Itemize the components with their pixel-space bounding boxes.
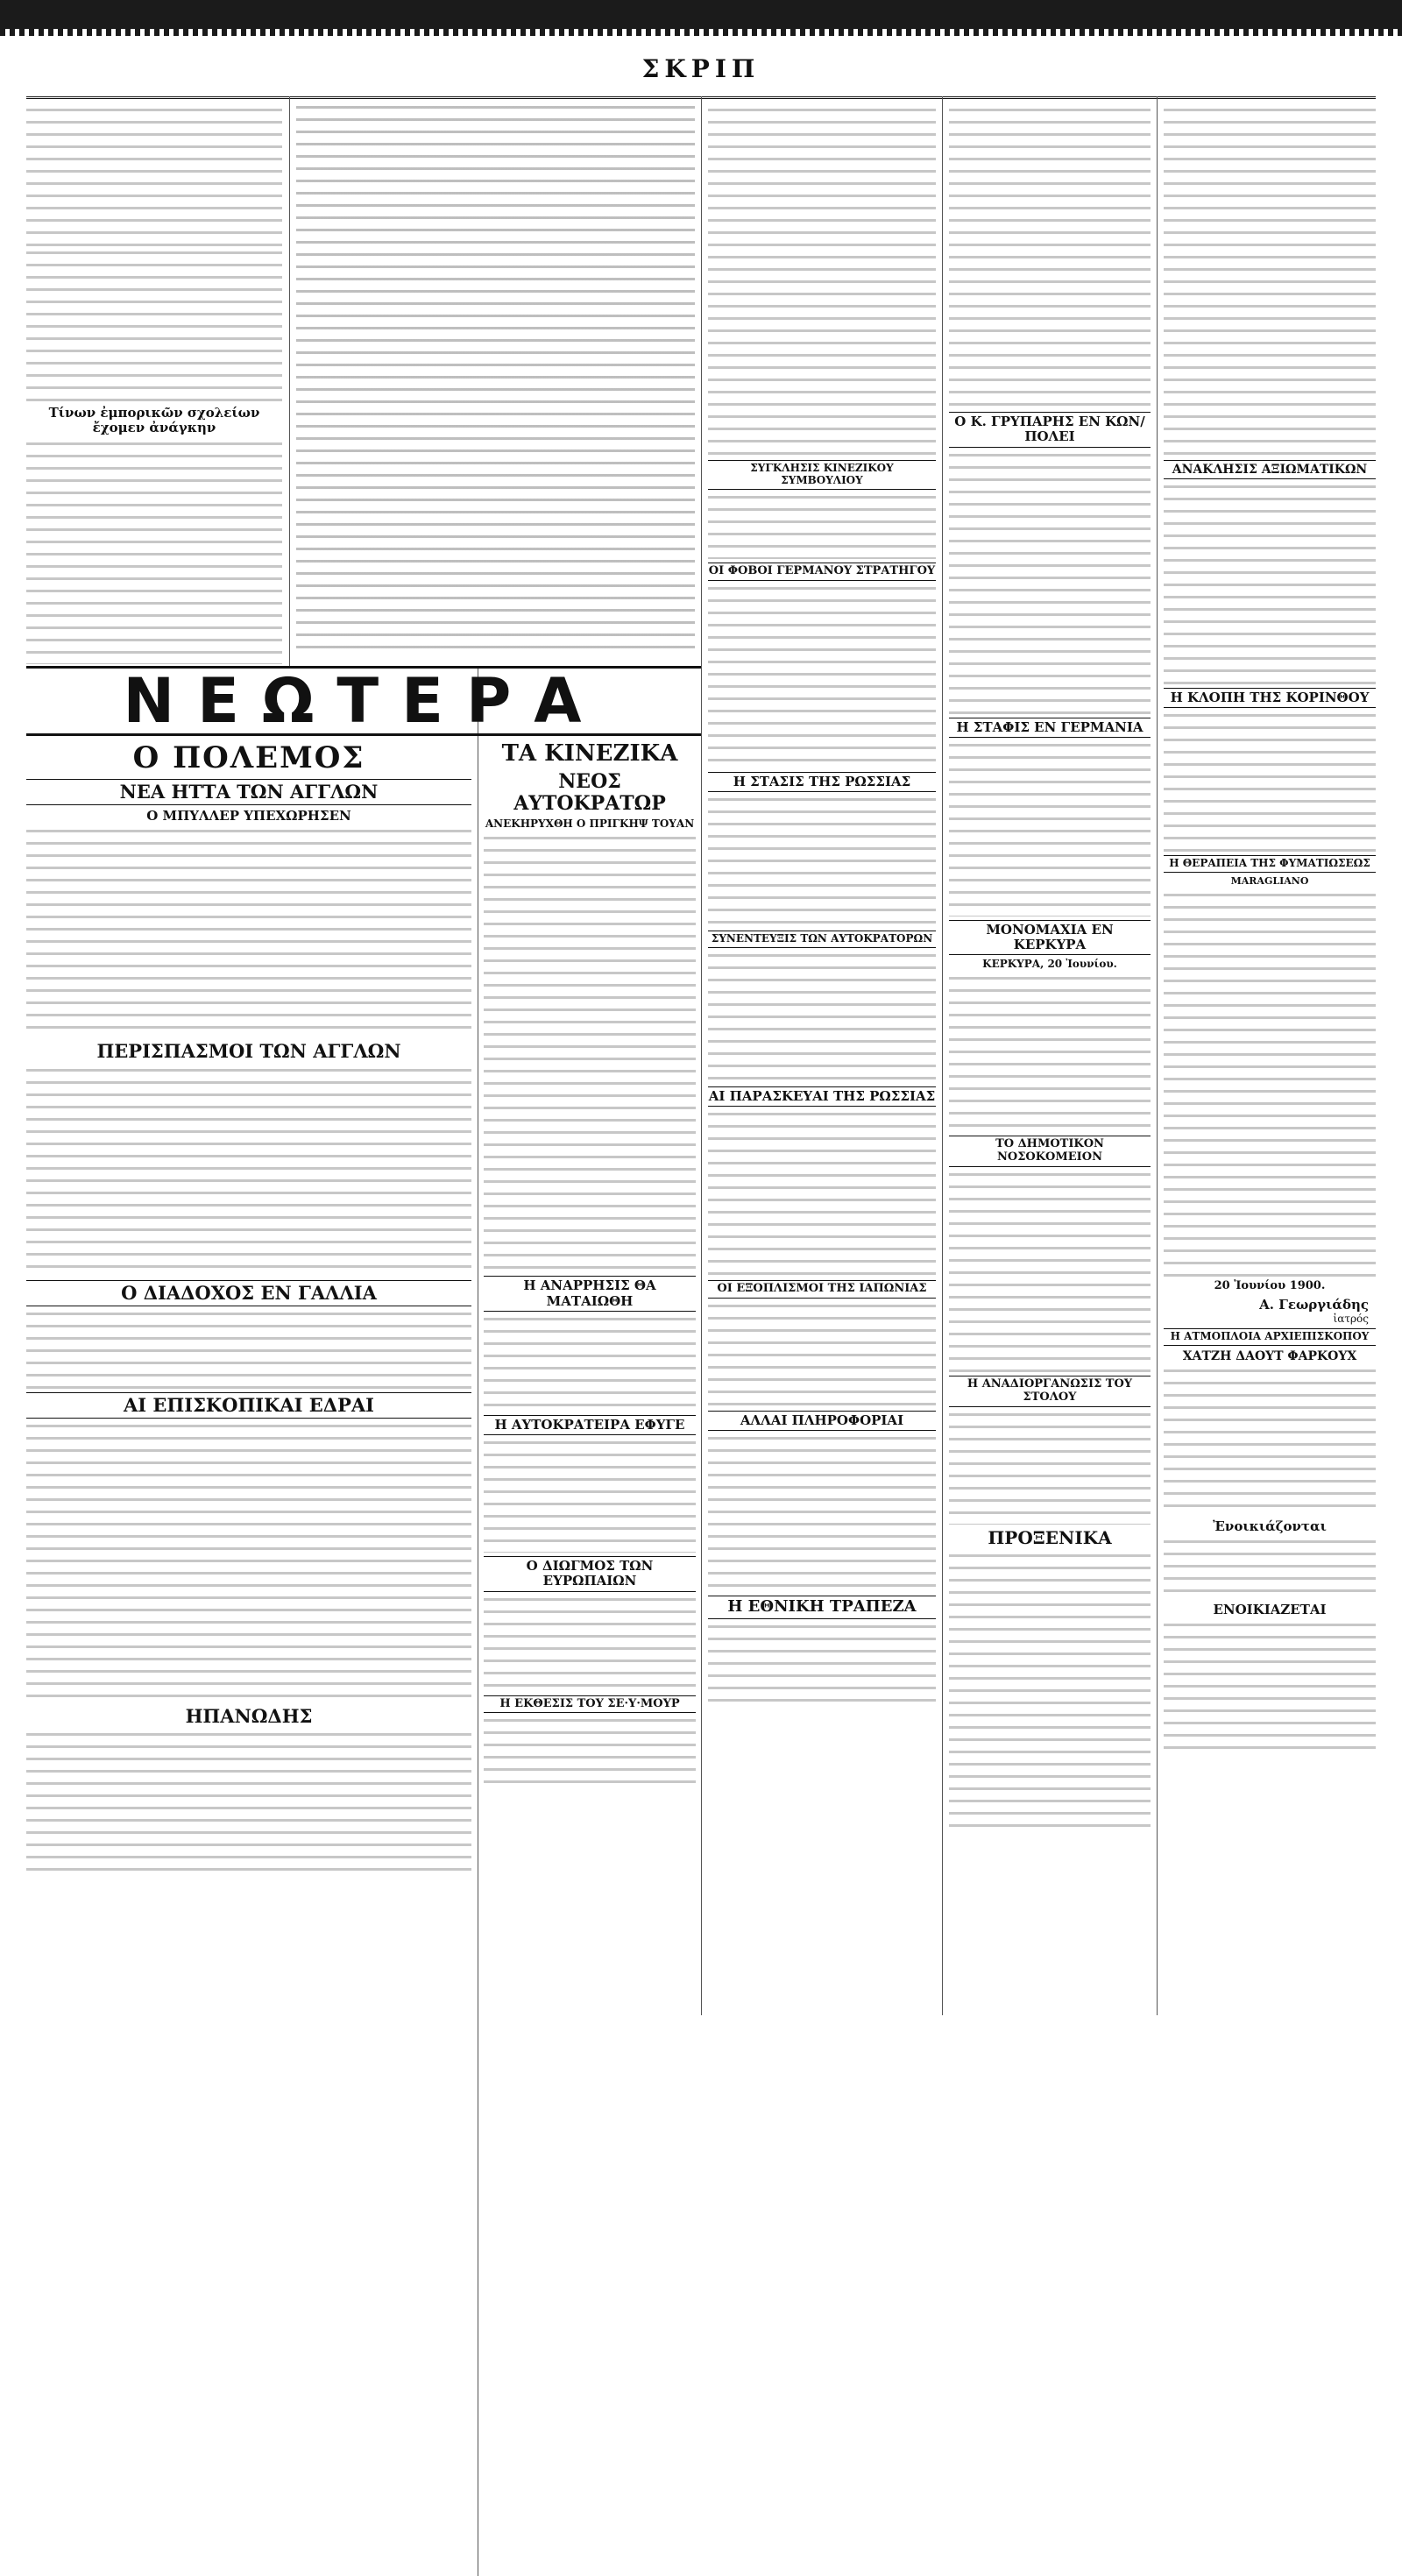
text-block	[1164, 1367, 1376, 1516]
headline: Η ΣΤΑΦΙΣ ΕΝ ΓΕΡΜΑΝΙΑ	[949, 718, 1151, 738]
column-divider	[289, 96, 290, 666]
headline: ΑΙ ΠΑΡΑΣΚΕΥΑΙ ΤΗΣ ΡΩΣΣΙΑΣ	[708, 1086, 936, 1107]
headline: ΜΟΝΟΜΑΧΙΑ ΕΝ ΚΕΡΚΥΡΑ	[949, 920, 1151, 956]
text-block	[1164, 1538, 1376, 1599]
headline: ΗΠΑΝΩΔΗΣ	[185, 1704, 313, 1727]
text-block	[708, 1434, 936, 1592]
headline: ΟΙ ΕΞΟΠΛΙΣΜΟΙ ΤΗΣ ΙΑΠΩΝΙΑΣ	[708, 1280, 936, 1299]
section-heading: Τίνων ἐμπορικῶν σχολείων ἔχομεν ἀνάγκην	[48, 405, 260, 436]
headline: ΠΡΟΞΕΝΙΚΑ	[988, 1526, 1112, 1548]
text-block	[949, 1171, 1151, 1372]
text-block	[708, 1623, 936, 1710]
text-block	[708, 1302, 936, 1407]
text-block	[26, 1422, 471, 1702]
text-block	[1164, 1621, 1376, 1752]
headline: Η ΕΚΘΕΣΙΣ ΤΟΥ ΣΕ·Υ·ΜΟΥΡ	[484, 1695, 696, 1714]
text-block	[296, 103, 695, 655]
headline: ΑΙ ΕΠΙΣΚΟΠΙΚΑΙ ΕΔΡΑΙ	[26, 1392, 471, 1419]
headline: Η ΑΥΤΟΚΡΑΤΕΙΡΑ ΕΦΥΓΕ	[484, 1415, 696, 1435]
news-column	[26, 738, 471, 2017]
section-banner: ΝΕΩΤΕΡΑ	[26, 666, 701, 736]
letter-date: 20 Ἰουνίου 1900.	[1214, 1278, 1326, 1292]
dateline: ΚΕΡΚΥΡΑ, 20 Ἰουνίου.	[982, 958, 1117, 971]
news-column	[708, 103, 936, 2018]
headline: ΧΑΤΖΗ ΔΑΟΥΤ ΦΑΡΚΟΥΧ	[1182, 1348, 1357, 1363]
headline: ΣΥΓΚΛΗΣΙΣ ΚΙΝΕΖΙΚΟΥ ΣΥΜΒΟΥΛΙΟΥ	[708, 460, 936, 490]
column-divider	[1157, 96, 1158, 2015]
headline: ΤΑ ΚΙΝΕΖΙΚΑ	[501, 740, 678, 767]
headline: ΟΙ ΦΟΒΟΙ ΓΕΡΜΑΝΟΥ ΣΤΡΑΤΗΓΟΥ	[708, 563, 936, 581]
text-block	[484, 834, 696, 1272]
text-block	[708, 584, 936, 768]
headline: Η ΘΕΡΑΠΕΙΑ ΤΗΣ ΦΥΜΑΤΙΩΣΕΩΣ	[1164, 855, 1376, 873]
headline: ΝΕΑ ΗΤΤΑ ΤΩΝ ΑΓΓΛΩΝ	[26, 779, 471, 805]
headline: ΠΕΡΙΣΠΑΣΜΟΙ ΤΩΝ ΑΓΓΛΩΝ	[96, 1040, 401, 1063]
text-block	[1164, 483, 1376, 684]
subheadline: ΑΝΕΚΗΡΥΧΘΗ Ο ΠΡΙΓΚΗΨ ΤΟΥΑΝ	[485, 817, 695, 831]
text-block	[26, 1066, 471, 1277]
column-divider	[701, 96, 702, 2015]
text-block	[26, 1310, 471, 1389]
text-block	[708, 1110, 936, 1277]
news-column	[949, 103, 1151, 2018]
torn-edge	[0, 29, 1402, 36]
headline: Η ΑΤΜΟΠΛΟΙΑ ΑΡΧΙΕΠΙΣΚΟΠΟΥ	[1164, 1328, 1376, 1346]
text-block	[26, 249, 282, 402]
headline: ΤΟ ΔΗΜΟΤΙΚΟΝ ΝΟΣΟΚΟΜΕΙΟΝ	[949, 1136, 1151, 1167]
text-block	[26, 440, 282, 665]
text-block	[708, 796, 936, 927]
text-block	[484, 1439, 696, 1553]
text-block	[708, 952, 936, 1083]
top-border-strip	[0, 0, 1402, 35]
headline: ΑΛΛΑΙ ΠΛΗΡΟΦΟΡΙΑΙ	[708, 1411, 936, 1431]
headline: Η ΕΘΝΙΚΗ ΤΡΑΠΕΖΑ	[708, 1596, 936, 1619]
text-block	[949, 106, 1151, 408]
headline: Ο ΔΙΩΓΜΟΣ ΤΩΝ ΕΥΡΩΠΑΙΩΝ	[484, 1556, 696, 1592]
text-block	[1164, 106, 1376, 456]
article-column	[26, 103, 282, 664]
column-divider	[942, 96, 943, 2015]
text-block	[708, 106, 936, 456]
text-block	[1164, 711, 1376, 852]
headline: Η ΑΝΑΔΙΟΡΓΑΝΩΣΙΣ ΤΟΥ ΣΤΟΛΟΥ	[949, 1376, 1151, 1407]
headline: Ο ΠΟΛΕΜΟΣ	[132, 740, 365, 775]
headline: Ο ΔΙΑΔΟΧΟΣ ΕΝ ΓΑΛΛΙΑ	[26, 1280, 471, 1306]
headline: Η ΑΝΑΡΡΗΣΙΣ ΘΑ ΜΑΤΑΙΩΘΗ	[484, 1276, 696, 1312]
text-block	[949, 974, 1151, 1132]
text-block	[708, 493, 936, 559]
text-block	[484, 1596, 696, 1692]
text-block	[26, 1730, 471, 1879]
text-block	[949, 741, 1151, 916]
subheadline: Ο ΜΠΥΛΛΕΡ ΥΠΕΧΩΡΗΣΕΝ	[146, 808, 351, 824]
headline: Ο Κ. ΓΡΥΠΑΡΗΣ ΕΝ ΚΩΝ/ΠΟΛΕΙ	[949, 412, 1151, 448]
text-block	[484, 1315, 696, 1412]
text-block	[26, 827, 471, 1037]
text-block	[1164, 891, 1376, 1277]
signature-title: ἰατρός	[1333, 1312, 1369, 1325]
headline: Η ΚΛΟΠΗ ΤΗΣ ΚΟΡΙΝΘΟΥ	[1164, 688, 1376, 708]
text-block	[484, 1716, 696, 1787]
text-block	[26, 106, 282, 246]
news-column	[1164, 103, 1376, 2018]
subheadline: MARAGLIANO	[1230, 875, 1309, 888]
headline: Ἐνοικιάζονται	[1213, 1518, 1327, 1534]
news-column	[484, 738, 696, 2017]
headline: ΕΝΟΙΚΙΑΖΕΤΑΙ	[1213, 1601, 1327, 1617]
headline: ΑΝΑΚΛΗΣΙΣ ΑΞΙΩΜΑΤΙΚΩΝ	[1164, 460, 1376, 479]
text-block	[949, 1411, 1151, 1525]
article-column	[296, 103, 695, 664]
signature: Α. Γεωργιάδης	[1259, 1296, 1369, 1313]
headline: ΝΕΟΣ ΑΥΤΟΚΡΑΤΩΡ	[513, 769, 666, 816]
text-block	[949, 1552, 1151, 1832]
headline: Η ΣΤΑΣΙΣ ΤΗΣ ΡΩΣΣΙΑΣ	[708, 772, 936, 792]
headline: ΣΥΝΕΝΤΕΥΞΙΣ ΤΩΝ ΑΥΤΟΚΡΑΤΟΡΩΝ	[708, 931, 936, 948]
text-block	[949, 451, 1151, 714]
newspaper-masthead: ΣΚΡΙΠ	[641, 54, 761, 83]
